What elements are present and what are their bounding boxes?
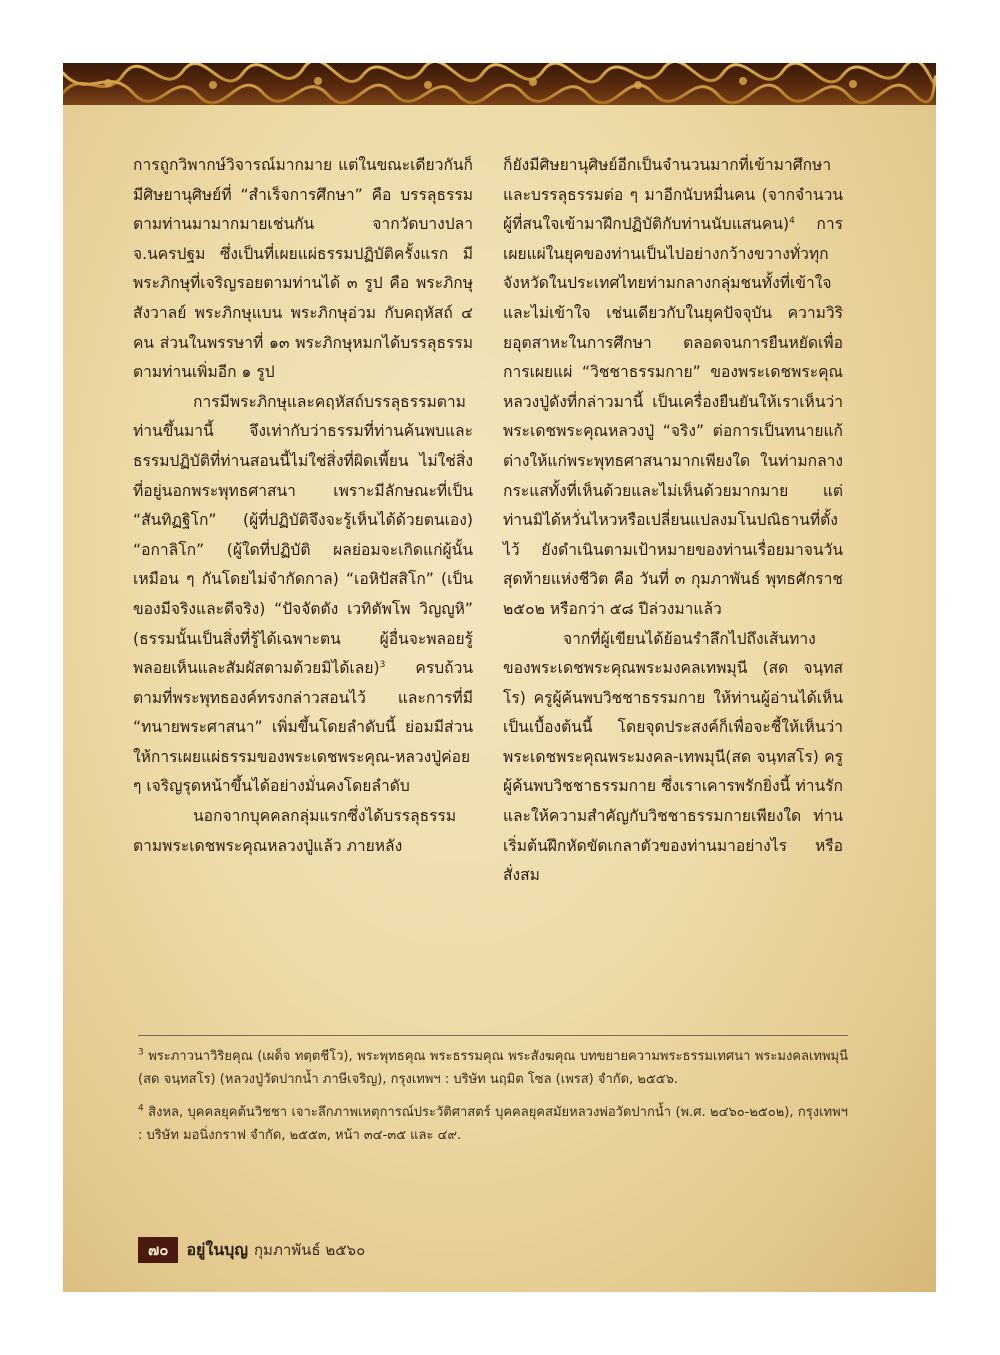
- right-paragraph-1-cont: การเผยแผ่ในยุคของท่านเป็นไปอย่างกว้างขวางทั่วทุกจังหวัดในประเทศไทยท่ามกลางกลุ่มชนทั้งที่เข้าใจและไม่เข้าใจ เช่นเดียวกับในยุคปัจจุบัน ความวิริยอุตสาหะในการศึกษา ตลอดจนการยืนหยัดเพื่อการเผยแผ่ “วิชชาธรรมกาย” ของพระเดชพระคุณหลวงปู่ดังที่กล่าวมานี้ เป็นเครื่องยืนยันให้เราเห็นว่าพระเดชพระคุณหลวงปู่ “จริง” ต่อการเป็นทนายแก้ต่างให้แก่พระพุทธศาสนามากเพียงใด ในท่ามกลางกระแสทั้งที่เห็นด้วยและไม่เห็นด้วยมากมาย แต่ท่านมิได้หวั่นไหวหรือเปลี่ยนแปลงมโนปณิธานที่ตั้งไว้ ยังดำเนินตามเป้าหมายของท่านเรื่อยมาจนวันสุดท้ายแห่งชีวิต คือ วันที่ ๓ กุมภาพันธ์ พุทธศักราช ๒๕๐๒ หรือกว่า ๕๘ ปีล่วงมาแล้ว: [503, 215, 843, 618]
- right-paragraph-1-text: ก็ยังมีศิษยานุศิษย์อีกเป็นจำนวนมากที่เข้ามาศึกษาและบรรลุธรรมต่อ ๆ มาอีกนับหมื่นคน (จากจำนวนผู้ที่สนใจเข้ามาฝึกปฏิบัติกับท่านนับแสนคน): [503, 156, 843, 234]
- footnote-ref-3: 3: [379, 659, 386, 670]
- footnote-divider: [138, 1035, 848, 1036]
- thai-ornament-pattern: [63, 63, 936, 105]
- footnote-ref-4: 4: [789, 216, 795, 226]
- left-paragraph-2: [133, 388, 473, 802]
- left-paragraph-1: การถูกวิพากษ์วิจารณ์มากมาย แต่ในขณะเดียวกันก็มีศิษยานุศิษย์ที่ “สำเร็จการศึกษา” คือ บรรลุธรรมตามท่านมามากมายเช่นกัน จากวัดบางปลา จ.นครปฐม ซึ่งเป็นที่เผยแผ่ธรรมปฏิบัติครั้งแรก มีพระภิกษุที่เจริญรอยตามท่านได้ ๓ รูป คือ พระภิกษุสังวาลย์ พระภิกษุแบน พระภิกษุอ่วม กับคฤหัสถ์ ๔ คน ส่วนในพรรษาที่ ๑๓ พระภิกษุหมกได้บรรลุธรรมตามท่านเพิ่มอีก ๑ รูป: [133, 156, 473, 382]
- issue-date: กุมภาพันธ์ ๒๕๖๐: [253, 1241, 366, 1259]
- right-paragraph-2: จากที่ผู้เขียนได้ย้อนรำลึกไปถึงเส้นทางของพระเดชพระคุณพระมงคลเทพมุนี (สด จนฺทสโร) ครูผู้ค้นพบวิชชาธรรมกาย ให้ท่านผู้อ่านได้เห็นเป็นเบื้องต้นนี้ โดยจุดประสงค์ก็เพื่อจะชี้ให้เห็นว่าพระเดชพระคุณพระมงคล-เทพมุนี(สด จนฺทสโร) ครูผู้ค้นพบวิชชาธรรมกาย ซึ่งเราเคารพรักยิ่งนี้ ท่านรักและให้ความสำคัญกับวิชชาธรรมกายเพียงใด ท่านเริ่มต้นฝึกหัดขัดเกลาตัวของท่านมาอย่างไร หรือสั่งสม: [503, 629, 843, 885]
- ornate-banner: [63, 63, 936, 105]
- left-column: [133, 151, 473, 861]
- page-number-badge: ๗๐: [138, 1237, 178, 1263]
- footnote-3: [138, 1045, 848, 1091]
- right-paragraph-1: [503, 151, 843, 625]
- right-column: [503, 151, 843, 891]
- footnote-text: พระภาวนาวิริยคุณ (เผด็จ ทตฺตชีโว), พระพุทธคุณ พระธรรมคุณ พระสังฆคุณ บทขยายความพระธรรมเทศนา พระมงคลเทพมุนี (สด จนฺทสโร) (หลวงปู่วัดปากน้ำ ภาษีเจริญ), กรุงเทพฯ : บริษัท นฤมิต โซล (เพรส) จำกัด, ๒๕๕๖.: [138, 1049, 848, 1087]
- left-paragraph-2-cont: ครบถ้วนตามที่พระพุทธองค์ทรงกล่าวสอนไว้ และการที่มี “ทนายพระศาสนา” เพิ่มขึ้นโดยลำดับนี้ ย่อมมีส่วนให้การเผยแผ่ธรรมของพระเดชพระคุณ-หลวงปู่ค่อย ๆ เจริญรุดหน้าขึ้นได้อย่างมั่นคงโดยลำดับ: [133, 659, 473, 796]
- footnote-4: [138, 1101, 848, 1147]
- magazine-page: [63, 63, 936, 1292]
- page-footer: [138, 1237, 365, 1263]
- left-paragraph-2-text: การมีพระภิกษุและคฤหัสถ์บรรลุธรรมตามท่านขึ้นมานี้ จึงเท่ากับว่าธรรมที่ท่านค้นพบและธรรมปฏิบัติที่ท่านสอนนี้ไม่ใช่สิ่งที่ผิดเพี้ยน ไม่ใช่สิ่งที่อยู่นอกพระพุทธศาสนา เพราะมีลักษณะที่เป็น “สันทิฏฐิโก” (ผู้ที่ปฏิบัติจึงจะรู้เห็นได้ด้วยตนเอง) “อกาลิโก” (ผู้ใดที่ปฏิบัติ ผลย่อมจะเกิดแก่ผู้นั้นเหมือน ๆ กันโดยไม่จำกัดกาล) “เอหิปัสสิโก” (เป็นของมีจริงและดีจริง) “ปัจจัตตัง เวทิตัพโพ วิญญูหิ” (ธรรมนั้นเป็นสิ่งที่รู้ได้เฉพาะตน ผู้อื่นจะพลอยรู้พลอยเห็นและสัมผัสตามด้วยมิได้เลย): [133, 392, 473, 678]
- footnote-number: 3: [138, 1047, 144, 1058]
- footnote-number: 4: [138, 1103, 144, 1114]
- magazine-name: อยู่ในบุญ: [186, 1239, 248, 1259]
- left-paragraph-3: นอกจากบุคคลกลุ่มแรกซึ่งได้บรรลุธรรมตามพระเดชพระคุณหลวงปู่แล้ว ภายหลัง: [133, 807, 457, 855]
- footnote-text: สิงหล, บุคคลยุคต้นวิชชา เจาะลึกภาพเหตุการณ์ประวัติศาสตร์ บุคคลยุคสมัยหลวงพ่อวัดปากน้ำ (พ.ศ. ๒๔๖๐-๒๕๐๒), กรุงเทพฯ : บริษัท มอนิ่งกราฟ จำกัด, ๒๕๕๓, หน้า ๓๔-๓๕ และ ๔๙.: [138, 1105, 848, 1143]
- footnotes: [138, 1045, 848, 1157]
